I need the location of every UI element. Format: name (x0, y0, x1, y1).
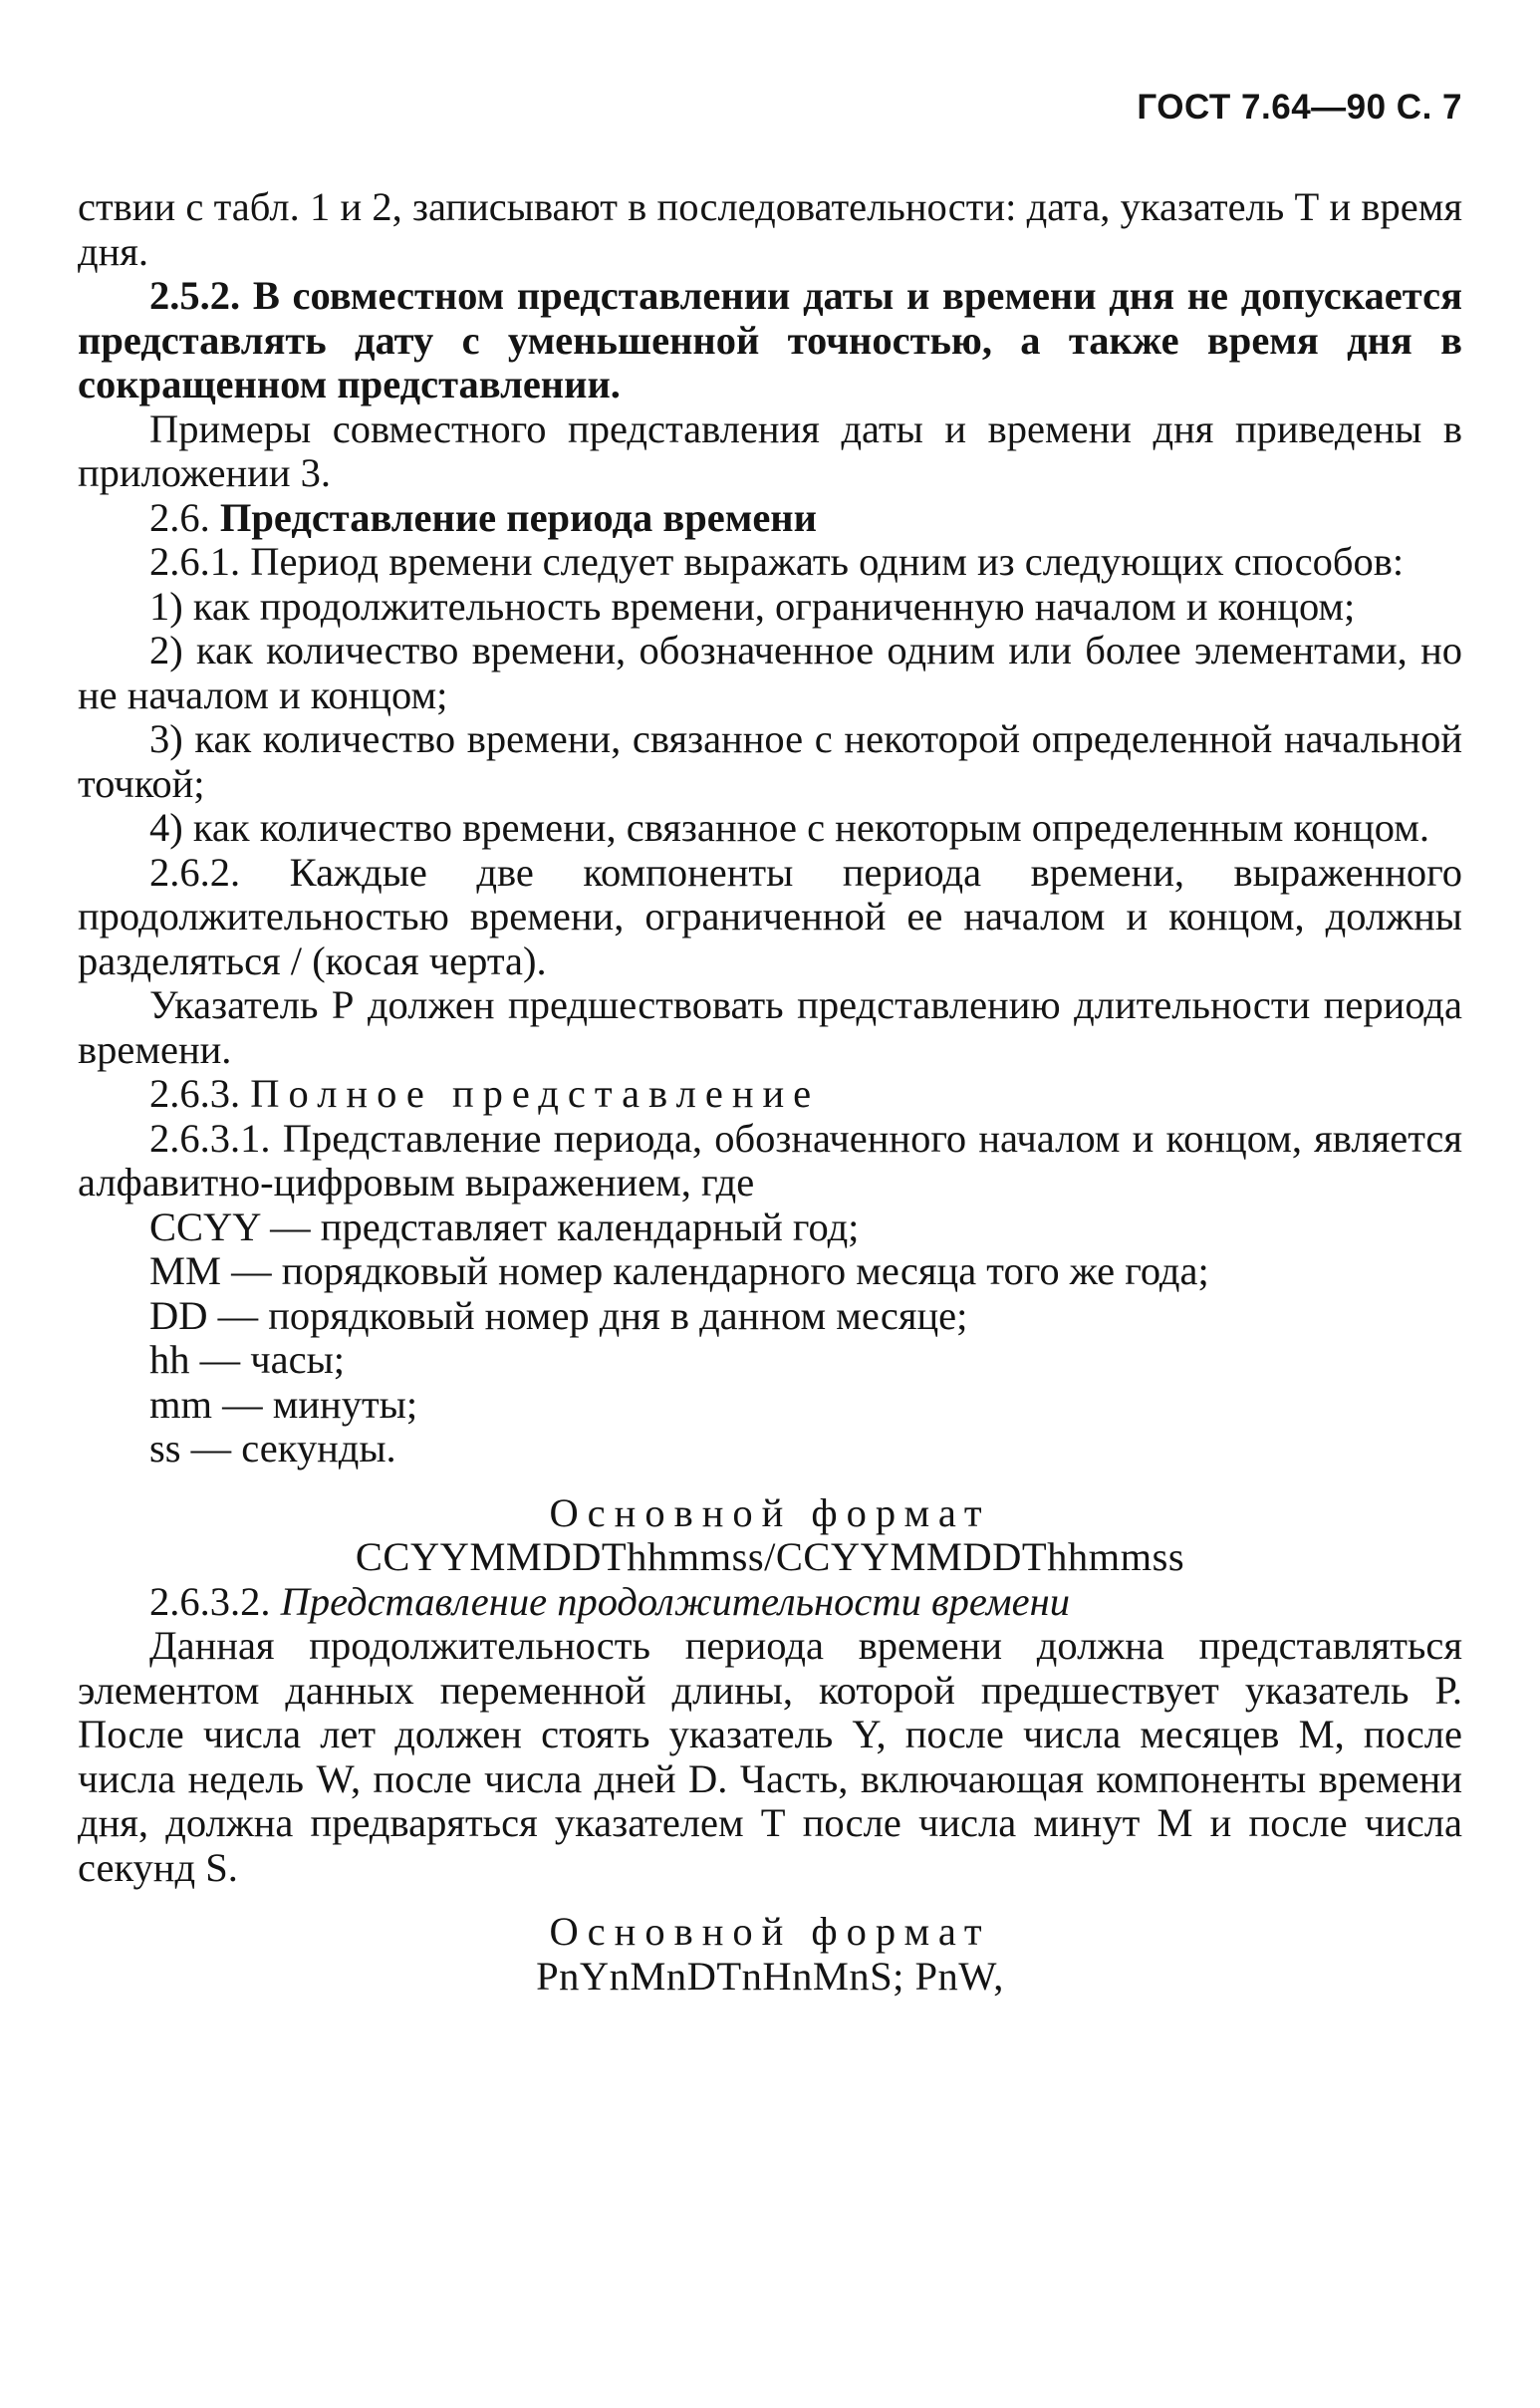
document-body (78, 185, 1462, 1999)
running-header: ГОСТ 7.64—90 С. 7 (1137, 88, 1462, 127)
section-heading-2-6-3 (78, 1072, 1462, 1117)
paragraph-indicator-p: Указатель Р должен предшествовать представлению длительности периода времени. (78, 982, 1462, 1072)
section-number: 2.6.3.2. (149, 1578, 271, 1624)
paragraph-examples-reference: Примеры совместного представления даты и времени дня приведены в приложении 3. (78, 405, 1462, 495)
definition-item: mm — минуты; (149, 1381, 418, 1427)
definition-item: ss — секунды. (149, 1426, 396, 1471)
section-title: Представление продолжительности времени (280, 1578, 1070, 1624)
format-expression: CCYYMMDDThhmmss/CCYYMMDDThhmmss (355, 1534, 1185, 1579)
paragraph-2-6-3-1: 2.6.3.1. Представление периода, обозначенного началом и концом, является алфавитно-цифровым выражением, где (78, 1115, 1462, 1204)
paragraph-2-6-3-2: Данная продолжительность периода времени должна представляться элементом данных переменной длины, которой предшествует указатель Р. После числа лет должен стоять указатель Y, после числа месяцев М, после числа недель W, после числа дней D. Часть, включающая компоненты времени дня, должна предваряться указателем Т после числа минут М и после числа секунд S. (78, 1623, 1462, 1890)
section-number: 2.6.3. (149, 1071, 241, 1116)
format-heading: Основной формат (549, 1909, 991, 1954)
definition-item: DD — порядковый номер дня в данном месяце; (149, 1292, 968, 1338)
definition-item: CCYY — представляет календарный год; (149, 1204, 860, 1249)
section-number: 2.6. (149, 494, 210, 540)
list-item: 1) как продолжительность времени, ограниченную началом и концом; (149, 583, 1356, 629)
list-item: 2) как количество времени, обозначенное одним или более элементами, но не началом и концом; (78, 628, 1462, 717)
section-title: Представление периода времени (219, 494, 817, 540)
definition-item: hh — часы; (149, 1337, 346, 1382)
document-page (78, 88, 1462, 2359)
section-heading-2-6-3-2 (78, 1580, 1462, 1625)
paragraph-2-6-1: 2.6.1. Период времени следует выражать одним из следующих способов: (149, 539, 1405, 584)
section-heading-2-6 (78, 496, 1462, 541)
paragraph-continuation: ствии с табл. 1 и 2, записывают в последовательности: дата, указатель Т и время дня. (78, 184, 1462, 274)
format-heading: Основной формат (549, 1489, 991, 1535)
format-expression: PnYnMnDTnHnMnS; PnW, (536, 1953, 1004, 1999)
section-title: Полное представление (250, 1071, 821, 1116)
list-item: 4) как количество времени, связанное с некоторым определенным концом. (149, 805, 1429, 850)
paragraph-2-5-2: 2.5.2. В совместном представлении даты и времени дня не допускается представлять дату с уменьшенной точностью, а также время дня в сокращенном представлении. (78, 273, 1462, 406)
list-item: 3) как количество времени, связанное с некоторой определенной начальной точкой; (78, 716, 1462, 806)
definition-item: MM — порядковый номер календарного месяца того же года; (149, 1248, 1209, 1293)
paragraph-2-6-2: 2.6.2. Каждые две компоненты периода времени, выраженного продолжительностью времени, ограниченной ее началом и концом, должны разделяться / (косая черта). (78, 849, 1462, 983)
